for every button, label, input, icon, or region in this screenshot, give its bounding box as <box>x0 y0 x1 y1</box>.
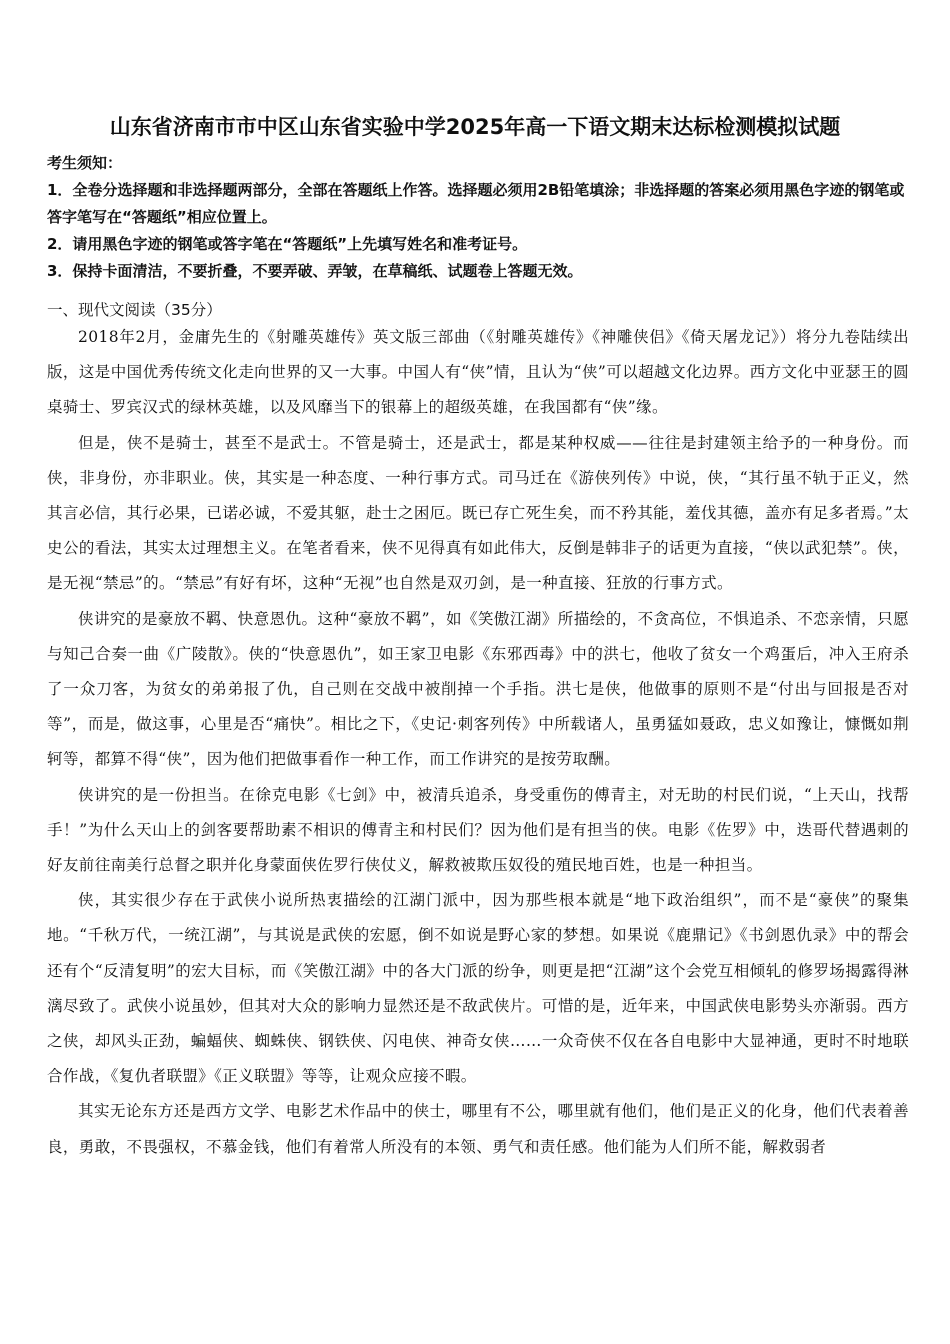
section-heading: 一、现代文阅读（35分） <box>47 301 222 319</box>
notice-item-3: 3．保持卡面清洁，不要折叠，不要弄破、弄皱，在草稿纸、试题卷上答题无效。 <box>47 262 583 280</box>
passage-paragraph-5: 侠，其实很少存在于武侠小说所热衷描绘的江湖门派中，因为那些根本就是“地下政治组织”，而不是“豪侠”的聚集地。“千秋万代，一统江湖”，与其说是武侠的宏愿，倒不如说是野心家的梦想。如果说《鹿鼎记》《书剑恩仇录》中的帮会还有个“反清复明”的宏大目标，而《笑傲江湖》中的各大门派的纷争，则更是把“江湖”这个会党互相倾轧的修罗场揭露得淋漓尽致了。武侠小说虽妙，但其对大众的影响力显然还是不敌武侠片。可惜的是，近年来，中国武侠电影势头亦渐弱。西方之侠，却风头正劲，蝙蝠侠、蜘蛛侠、钢铁侠、闪电侠、神奇女侠……一众奇侠不仅在各自电影中大显神通，更时不时地联合作战，《复仇者联盟》《正义联盟》等等，让观众应接不暇。 <box>47 891 909 1086</box>
passage-paragraph-3: 侠讲究的是豪放不羁、快意恩仇。这种“豪放不羁”，如《笑傲江湖》所描绘的，不贪高位，不惧追杀、不恋亲情，只愿与知己合奏一曲《广陵散》。侠的“快意恩仇”，如王家卫电影《东邪西毒》中的洪七，他收了贫女一个鸡蛋后，冲入王府杀了一众刀客，为贫女的弟弟报了仇，自己则在交战中被削掉一个手指。洪七是侠，他做事的原则不是“付出与回报是否对等”，而是，做这事，心里是否“痛快”。相比之下，《史记·刺客列传》中所载诸人，虽勇猛如聂政，忠义如豫让，慷慨如荆轲等，都算不得“侠”，因为他们把做事看作一种工作，而工作讲究的是按劳取酬。 <box>47 609 909 769</box>
notice-heading: 考生须知： <box>47 154 123 172</box>
passage-paragraph-6: 其实无论东方还是西方文学、电影艺术作品中的侠士，哪里有不公，哪里就有他们，他们是正义的化身，他们代表着善良，勇敢，不畏强权，不慕金钱，他们有着常人所没有的本领、勇气和责任感。他们能为人们所不能，解救弱者 <box>47 1102 909 1156</box>
passage-paragraph-2: 但是，侠不是骑士，甚至不是武士。不管是骑士，还是武士，都是某种权威——往往是封建领主给予的一种身份。而侠，非身份，亦非职业。侠，其实是一种态度、一种行事方式。司马迁在《游侠列传》中说，侠，“其行虽不轨于正义，然其言必信，其行必果，已诺必诚，不爱其躯，赴士之困厄。既已存亡死生矣，而不矜其能，羞伐其德，盖亦有足多者焉。”太史公的看法，其实太过理想主义。在笔者看来，侠不见得真有如此伟大，反倒是韩非子的话更为直接，“侠以武犯禁”。侠，是无视“禁忌”的。“禁忌”有好有坏，这种“无视”也自然是双刃剑，是一种直接、狂放的行事方式。 <box>47 433 909 593</box>
reading-passage <box>47 320 909 1165</box>
passage-paragraph-4: 侠讲究的是一份担当。在徐克电影《七剑》中，被清兵追杀，身受重伤的傅青主，对无助的村民们说，“上天山，找帮手！”为什么天山上的剑客要帮助素不相识的傅青主和村民们？因为他们是有担当的侠。电影《佐罗》中，迭哥代替遇刺的好友前往南美行总督之职并化身蒙面侠佐罗行侠仗义，解救被欺压奴役的殖民地百姓，也是一种担当。 <box>47 785 909 875</box>
candidate-notice <box>47 150 907 285</box>
exam-title: 山东省济南市市中区山东省实验中学2025年高一下语文期末达标检测模拟试题 <box>109 115 841 139</box>
notice-item-2: 2．请用黑色字迹的钢笔或答字笔在“答题纸”上先填写姓名和准考证号。 <box>47 235 528 253</box>
passage-paragraph-1: 2018年2月，金庸先生的《射雕英雄传》英文版三部曲（《射雕英雄传》《神雕侠侣》《倚天屠龙记》）将分九卷陆续出版，这是中国优秀传统文化走向世界的又一大事。中国人有“侠”情，且认为“侠”可以超越文化边界。西方文化中亚瑟王的圆桌骑士、罗宾汉式的绿林英雄，以及风靡当下的银幕上的超级英雄，在我国都有“侠”缘。 <box>47 328 909 417</box>
notice-item-1: 1．全卷分选择题和非选择题两部分，全部在答题纸上作答。选择题必须用2B铅笔填涂；非选择题的答案必须用黑色字迹的钢笔或答字笔写在“答题纸”相应位置上。 <box>47 181 905 226</box>
